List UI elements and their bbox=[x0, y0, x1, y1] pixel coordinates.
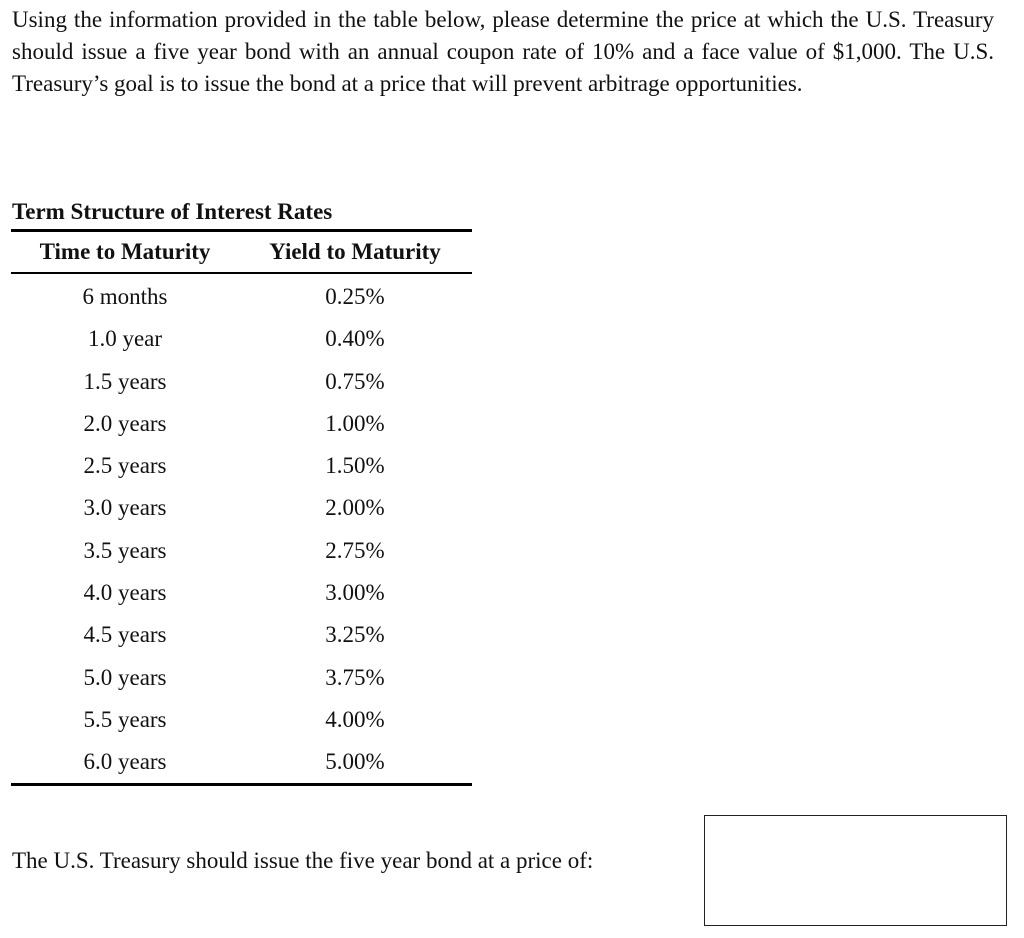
table-top-rule bbox=[11, 229, 472, 232]
maturity-cell: 4.0 years bbox=[83, 580, 167, 606]
term-structure-table-body bbox=[0, 276, 480, 784]
maturity-cell: 3.0 years bbox=[83, 495, 167, 521]
header-time-to-maturity: Time to Maturity bbox=[39, 239, 211, 264]
table-header-rule bbox=[11, 272, 472, 274]
maturity-cell: 6 months bbox=[82, 284, 168, 309]
yield-cell: 1.00% bbox=[325, 410, 385, 436]
yield-cell: 4.00% bbox=[325, 706, 385, 732]
table-row bbox=[0, 572, 480, 614]
question-text: Using the information provided in the table below, please determine the price at which the U.S. Treasury should issue a five year bond with an annual coupon rate of 10% and a face value of $1,000. The U.S. Treasury’s goal is to issue the bond at a price that will prevent arbitrage opportunities. bbox=[12, 7, 994, 96]
yield-cell: 0.25% bbox=[325, 284, 385, 309]
table-row bbox=[0, 657, 480, 699]
table-row bbox=[0, 487, 480, 529]
table-row bbox=[0, 445, 480, 487]
table-bottom-rule bbox=[11, 783, 472, 786]
maturity-cell: 2.5 years bbox=[83, 453, 167, 479]
table-row bbox=[0, 276, 480, 318]
table-row bbox=[0, 403, 480, 445]
yield-cell: 3.25% bbox=[325, 622, 385, 648]
maturity-cell: 5.0 years bbox=[83, 664, 167, 690]
maturity-cell: 2.0 years bbox=[83, 410, 167, 436]
maturity-cell: 3.5 years bbox=[83, 537, 167, 563]
yield-cell: 3.75% bbox=[325, 664, 385, 690]
maturity-cell: 4.5 years bbox=[83, 622, 167, 648]
table-row bbox=[0, 361, 480, 403]
table-row bbox=[0, 530, 480, 572]
table-row bbox=[0, 614, 480, 656]
maturity-cell: 6.0 years bbox=[83, 749, 167, 775]
table-row bbox=[0, 318, 480, 360]
yield-cell: 2.75% bbox=[325, 537, 385, 563]
maturity-cell: 1.5 years bbox=[83, 368, 167, 394]
yield-cell: 0.40% bbox=[325, 326, 385, 352]
table-row bbox=[0, 741, 480, 783]
yield-cell: 2.00% bbox=[325, 495, 385, 521]
header-yield-to-maturity: Yield to Maturity bbox=[269, 239, 441, 264]
yield-cell: 0.75% bbox=[325, 368, 385, 394]
answer-prompt: The U.S. Treasury should issue the five year bond at a price of: bbox=[12, 848, 594, 873]
yield-cell: 5.00% bbox=[325, 749, 385, 775]
yield-cell: 3.00% bbox=[325, 580, 385, 606]
answer-input-box[interactable] bbox=[704, 815, 1007, 926]
table-row bbox=[0, 699, 480, 741]
maturity-cell: 5.5 years bbox=[83, 706, 167, 732]
yield-cell: 1.50% bbox=[325, 453, 385, 479]
table-title: Term Structure of Interest Rates bbox=[12, 199, 333, 224]
maturity-cell: 1.0 year bbox=[87, 326, 163, 352]
